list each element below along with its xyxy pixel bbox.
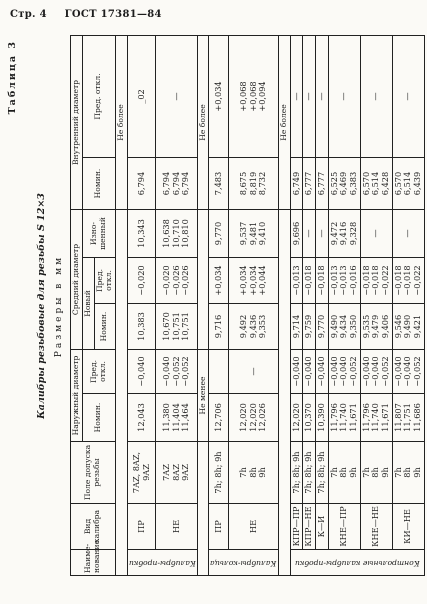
cell-inner-dev: _02 — [127, 36, 156, 158]
header-inner-nom: Номин. — [82, 158, 115, 210]
cell-inner-nom: 6,794 — [127, 158, 156, 210]
cell-inner-dev: +0,068 +0,068 +0,094 — [229, 36, 279, 158]
cell-outer-nom: 10,370 — [303, 394, 316, 442]
group-label-control: Контрольные калибры-пробки — [290, 550, 424, 576]
cell-middle-nom: 9,759 — [303, 304, 316, 350]
cell-worn: 9,472 9,416 9,328 — [328, 210, 360, 258]
cell-middle-nom: 9,716 — [209, 304, 229, 350]
cell-middle-nom: 10,670 10,751 10,751 — [156, 304, 197, 350]
cell-outer-nom: 12,020 — [290, 394, 303, 442]
cell-outer-dev — [209, 350, 229, 394]
cell-middle-nom: 9,770 — [316, 304, 329, 350]
cell-outer-nom: 12,706 — [209, 394, 229, 442]
table-row — [229, 36, 279, 576]
cell-outer-dev: −0,040 — [303, 350, 316, 394]
cell-type: КНЕ—НЕ — [360, 504, 392, 550]
cell-field: 7h; 8h; 9h — [303, 442, 316, 504]
cell-outer-nom: 11,807 11,751 11,686 — [392, 394, 424, 442]
header-inner-dev: Пред. откл. — [82, 36, 115, 158]
calibers-table — [70, 35, 425, 576]
cell-outer-dev: −0,040 −0,040 −0,052 — [360, 350, 392, 394]
header-worn: Изно-шенный — [82, 210, 115, 258]
cell-field: 7AZ, 8AZ, 9AZ — [127, 442, 156, 504]
cell-outer-dev: −0,040 −0,040 −0,052 — [392, 350, 424, 394]
rotated-content — [7, 36, 423, 576]
header-type: Вид калибра — [71, 504, 116, 550]
cell-outer-nom: 12,043 — [127, 394, 156, 442]
cell-middle-nom: 9,546 9,490 9,421 — [392, 304, 424, 350]
note-ne-bolee-2: Не более — [197, 36, 209, 210]
header-outer-dev: Пред. откл. — [82, 350, 115, 394]
cell-type: ПР — [209, 504, 229, 550]
cell-worn: — — [316, 210, 329, 258]
cell-worn: 9,770 — [209, 210, 229, 258]
cell-middle-dev: −0,013 — [290, 258, 303, 304]
cell-outer-dev: −0,040 −0,040 −0,052 — [328, 350, 360, 394]
cell-type: КНЕ—ПР — [328, 504, 360, 550]
table-label: Таблица 3 — [7, 40, 18, 115]
cell-middle-dev: +0,034 +0,034 +0,044 — [229, 258, 279, 304]
cell-field: 7AZ 8AZ 9AZ — [156, 442, 197, 504]
cell-inner-dev: — — [303, 36, 316, 158]
cell-worn: 9,537 9,481 9,410 — [229, 210, 279, 258]
header-middle: Средний диаметр — [71, 210, 83, 350]
cell-inner-dev: +0,034 — [209, 36, 229, 158]
header-name: Наиме-нование — [71, 550, 116, 576]
cell-worn: — — [392, 210, 424, 258]
cell-middle-dev: +0,034 — [209, 258, 229, 304]
standard-code: ГОСТ 17381—84 — [64, 9, 162, 20]
cell-inner-dev: — — [360, 36, 392, 158]
cell-inner-nom: 6,794 6,794 6,794 — [156, 158, 197, 210]
cell-type: ПР — [127, 504, 156, 550]
cell-inner-nom: 6,777 — [316, 158, 329, 210]
table-row — [392, 36, 424, 576]
cell-middle-nom: 9,490 9,434 9,350 — [328, 304, 360, 350]
note-ne-bolee-3: Не более — [278, 36, 290, 210]
header-outer-nom: Номин. — [82, 394, 115, 442]
cell-middle-nom: 9,492 9,436 9,353 — [229, 304, 279, 350]
cell-inner-nom: 8,675 8,819 8,732 — [229, 158, 279, 210]
cell-inner-nom: 6,525 6,469 6,383 — [328, 158, 360, 210]
table-row — [316, 36, 329, 576]
table-row — [156, 36, 197, 576]
header-outer: Наружный диаметр — [71, 350, 83, 442]
group-label-plugs: Калибры-пробки — [127, 550, 197, 576]
table-row — [290, 36, 303, 576]
cell-middle-nom: 9,714 — [290, 304, 303, 350]
cell-middle-dev: −0,018 −0,018 −0,022 — [360, 258, 392, 304]
cell-middle-dev: −0,018 −0,018 −0,022 — [392, 258, 424, 304]
cell-inner-nom: 6,777 — [303, 158, 316, 210]
cell-outer-dev: — — [229, 350, 279, 394]
header-field: Поле допуска резьбы — [71, 442, 116, 504]
cell-inner-dev: — — [316, 36, 329, 158]
cell-field: 7h 8h 9h — [328, 442, 360, 504]
group-label-rings: Калибры-кольца — [209, 550, 278, 576]
cell-worn: 9,696 — [290, 210, 303, 258]
note-ne-menee: Не менее — [197, 350, 209, 442]
cell-outer-nom: 11,796 11,740 11,671 — [360, 394, 392, 442]
cell-worn: — — [303, 210, 316, 258]
cell-middle-dev: −0,020 −0,026 −0,026 — [156, 258, 197, 304]
page-header — [10, 9, 176, 20]
cell-field: 7h; 8h; 9h — [290, 442, 303, 504]
cell-outer-dev: −0,040 — [127, 350, 156, 394]
cell-outer-dev: −0,040 — [316, 350, 329, 394]
cell-type: КПР—ПР — [290, 504, 303, 550]
cell-field: 7h; 8h; 9h — [316, 442, 329, 504]
header-middle-nom: Номин. — [94, 304, 115, 350]
table-row — [303, 36, 316, 576]
table-row — [328, 36, 360, 576]
cell-middle-nom: 9,535 9,479 9,406 — [360, 304, 392, 350]
header-middle-dev: Пред. откл. — [94, 258, 115, 304]
units-caption: Размеры в мм — [54, 254, 64, 358]
table-row — [209, 36, 229, 576]
note-ne-bolee-1: Не более — [115, 36, 127, 210]
cell-inner-dev: — — [290, 36, 303, 158]
cell-inner-dev: — — [156, 36, 197, 158]
cell-inner-nom: 6,570 6,514 6,428 — [360, 158, 392, 210]
cell-type: НЕ — [229, 504, 279, 550]
header-inner: Внутренний диаметр — [71, 36, 83, 210]
cell-inner-dev: — — [328, 36, 360, 158]
cell-field: 7h 8h 9h — [229, 442, 279, 504]
cell-worn: — — [360, 210, 392, 258]
cell-inner-nom: 6,570 6,514 6,439 — [392, 158, 424, 210]
cell-inner-dev: — — [392, 36, 424, 158]
cell-inner-nom: 6,749 — [290, 158, 303, 210]
cell-field: 7h 8h 9h — [392, 442, 424, 504]
table-row — [360, 36, 392, 576]
cell-outer-dev: −0,040 — [290, 350, 303, 394]
table-row — [127, 36, 156, 576]
cell-outer-nom: 11,380 11,404 11,464 — [156, 394, 197, 442]
cell-outer-nom: 10,390 — [316, 394, 329, 442]
cell-type: К—И — [316, 504, 329, 550]
table-title: Калибры резьбовые для резьбы S 12×3 — [36, 193, 47, 419]
cell-outer-nom: 12,020 12,020 12,026 — [229, 394, 279, 442]
cell-worn: 10,343 — [127, 210, 156, 258]
cell-type: КИ—НЕ — [392, 504, 424, 550]
cell-middle-dev: −0,013 −0,013 −0,016 — [328, 258, 360, 304]
cell-outer-nom: 11,796 11,740 11,671 — [328, 394, 360, 442]
cell-outer-dev: −0,040 −0,052 −0,052 — [156, 350, 197, 394]
cell-inner-nom: 7,483 — [209, 158, 229, 210]
cell-field: 7h 8h 9h — [360, 442, 392, 504]
page-number: Стр. 4 — [10, 9, 47, 20]
cell-middle-dev: −0,020 — [127, 258, 156, 304]
cell-worn: 10,638 10,710 10,810 — [156, 210, 197, 258]
cell-middle-nom: 10,383 — [127, 304, 156, 350]
cell-middle-dev: −0,018 — [303, 258, 316, 304]
cell-type: КПР—НЕ — [303, 504, 316, 550]
cell-type: НЕ — [156, 504, 197, 550]
header-new: Новый — [82, 258, 94, 350]
cell-middle-dev: −0,018 — [316, 258, 329, 304]
cell-field: 7h; 8h; 9h — [209, 442, 229, 504]
